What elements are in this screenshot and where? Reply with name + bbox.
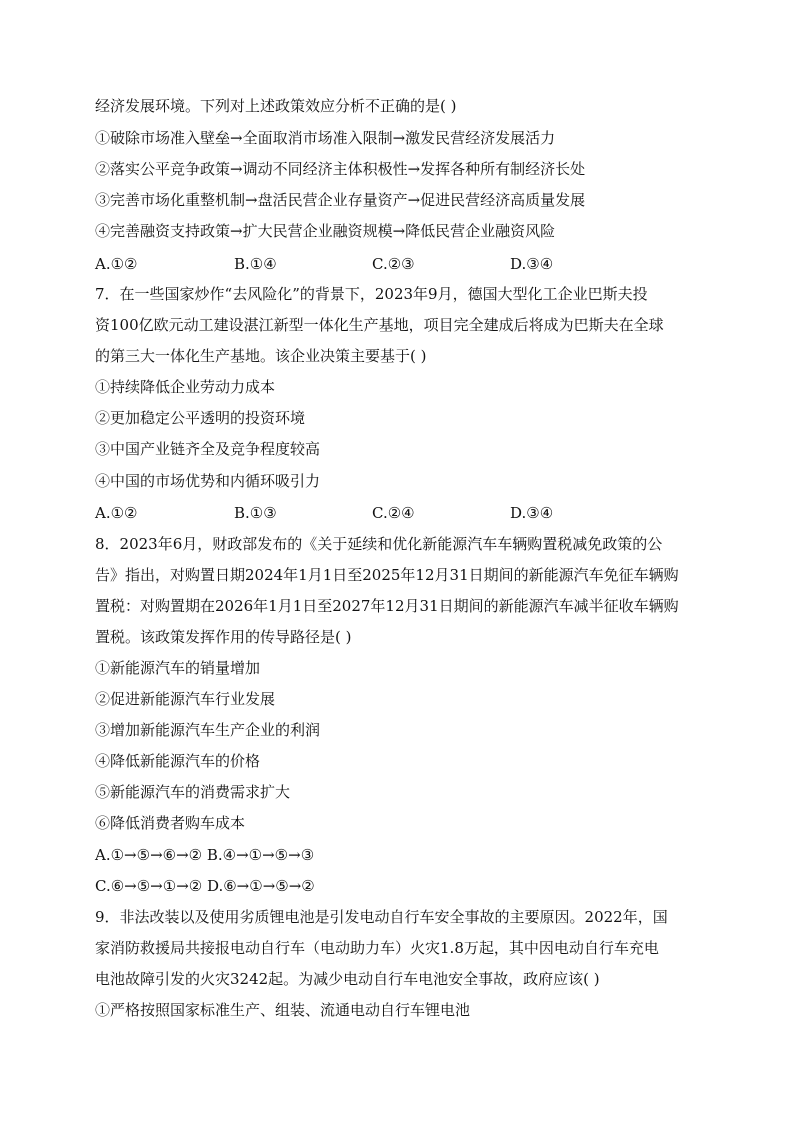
q6-stem-tail: 经济发展环境。下列对上述政策效应分析不正确的是( ) [95, 97, 457, 115]
q8-options-row-2[interactable]: C.⑥→⑤→①→② D.⑥→①→⑤→② [95, 877, 315, 895]
q7-item-2: ②更加稳定公平透明的投资环境 [95, 409, 306, 427]
q7-stem-line-2: 资100亿欧元动工建设湛江新型一体化生产基地，项目完全建成后将成为巴斯夫在全球 [95, 316, 664, 334]
q9-stem-line-3: 电池故障引发的火灾3242起。为减少电动自行车电池安全事故，政府应该( ) [95, 970, 600, 988]
q6-option-c[interactable]: C.②③ [372, 255, 415, 273]
q8-stem-line-4: 置税。该政策发挥作用的传导路径是( ) [95, 628, 352, 646]
q7-stem-line-3: 的第三大一体化生产基地。该企业决策主要基于( ) [95, 347, 427, 365]
q8-options-row-1[interactable]: A.①→⑤→⑥→② B.④→①→⑤→③ [95, 846, 315, 864]
q6-option-a[interactable]: A.①② [95, 255, 138, 273]
q6-option-b[interactable]: B.①④ [234, 255, 277, 273]
q8-item-4: ④降低新能源汽车的价格 [95, 752, 261, 770]
q8-item-1: ①新能源汽车的销量增加 [95, 659, 261, 677]
q8-item-2: ②促进新能源汽车行业发展 [95, 690, 276, 708]
q8-stem-line-1: 8．2023年6月，财政部发布的《关于延续和优化新能源汽车车辆购置税减免政策的公 [95, 535, 663, 553]
q6-item-3: ③完善市场化重整机制→盘活民营企业存量资产→促进民营经济高质量发展 [95, 191, 586, 209]
q6-item-4: ④完善融资支持政策→扩大民营企业融资规模→降低民营企业融资风险 [95, 222, 556, 240]
q8-item-5: ⑤新能源汽车的消费需求扩大 [95, 783, 291, 801]
q6-item-1: ①破除市场准入壁垒→全面取消市场准入限制→激发民营经济发展活力 [95, 129, 556, 147]
q7-option-c[interactable]: C.②④ [372, 504, 415, 522]
q8-stem-line-2: 告》指出，对购置日期2024年1月1日至2025年12月31日期间的新能源汽车免征车辆购 [95, 566, 679, 584]
q7-option-b[interactable]: B.①③ [234, 504, 277, 522]
q9-item-1: ①严格按照国家标准生产、组装、流通电动自行车锂电池 [95, 1001, 471, 1019]
q7-option-a[interactable]: A.①② [95, 504, 138, 522]
q7-item-4: ④中国的市场优势和内循环吸引力 [95, 472, 321, 490]
q8-item-3: ③增加新能源汽车生产企业的利润 [95, 721, 321, 739]
q6-item-2: ②落实公平竞争政策→调动不同经济主体积极性→发挥各种所有制经济长处 [95, 160, 586, 178]
q9-stem-line-2: 家消防救援局共接报电动自行车（电动助力车）火灾1.8万起，其中因电动自行车充电 [95, 939, 659, 957]
q8-item-6: ⑥降低消费者购车成本 [95, 814, 246, 832]
q6-option-d[interactable]: D.③④ [510, 255, 554, 273]
q8-stem-line-3: 置税：对购置期在2026年1月1日至2027年12月31日期间的新能源汽车减半征收车辆购 [95, 597, 679, 615]
q7-item-1: ①持续降低企业劳动力成本 [95, 378, 276, 396]
q9-stem-line-1: 9．非法改装以及使用劣质锂电池是引发电动自行车安全事故的主要原因。2022年，国 [95, 908, 668, 926]
q7-option-d[interactable]: D.③④ [510, 504, 554, 522]
q7-item-3: ③中国产业链齐全及竞争程度较高 [95, 440, 321, 458]
q7-stem-line-1: 7．在一些国家炒作“去风险化”的背景下，2023年9月，德国大型化工企业巴斯夫投 [95, 285, 648, 303]
